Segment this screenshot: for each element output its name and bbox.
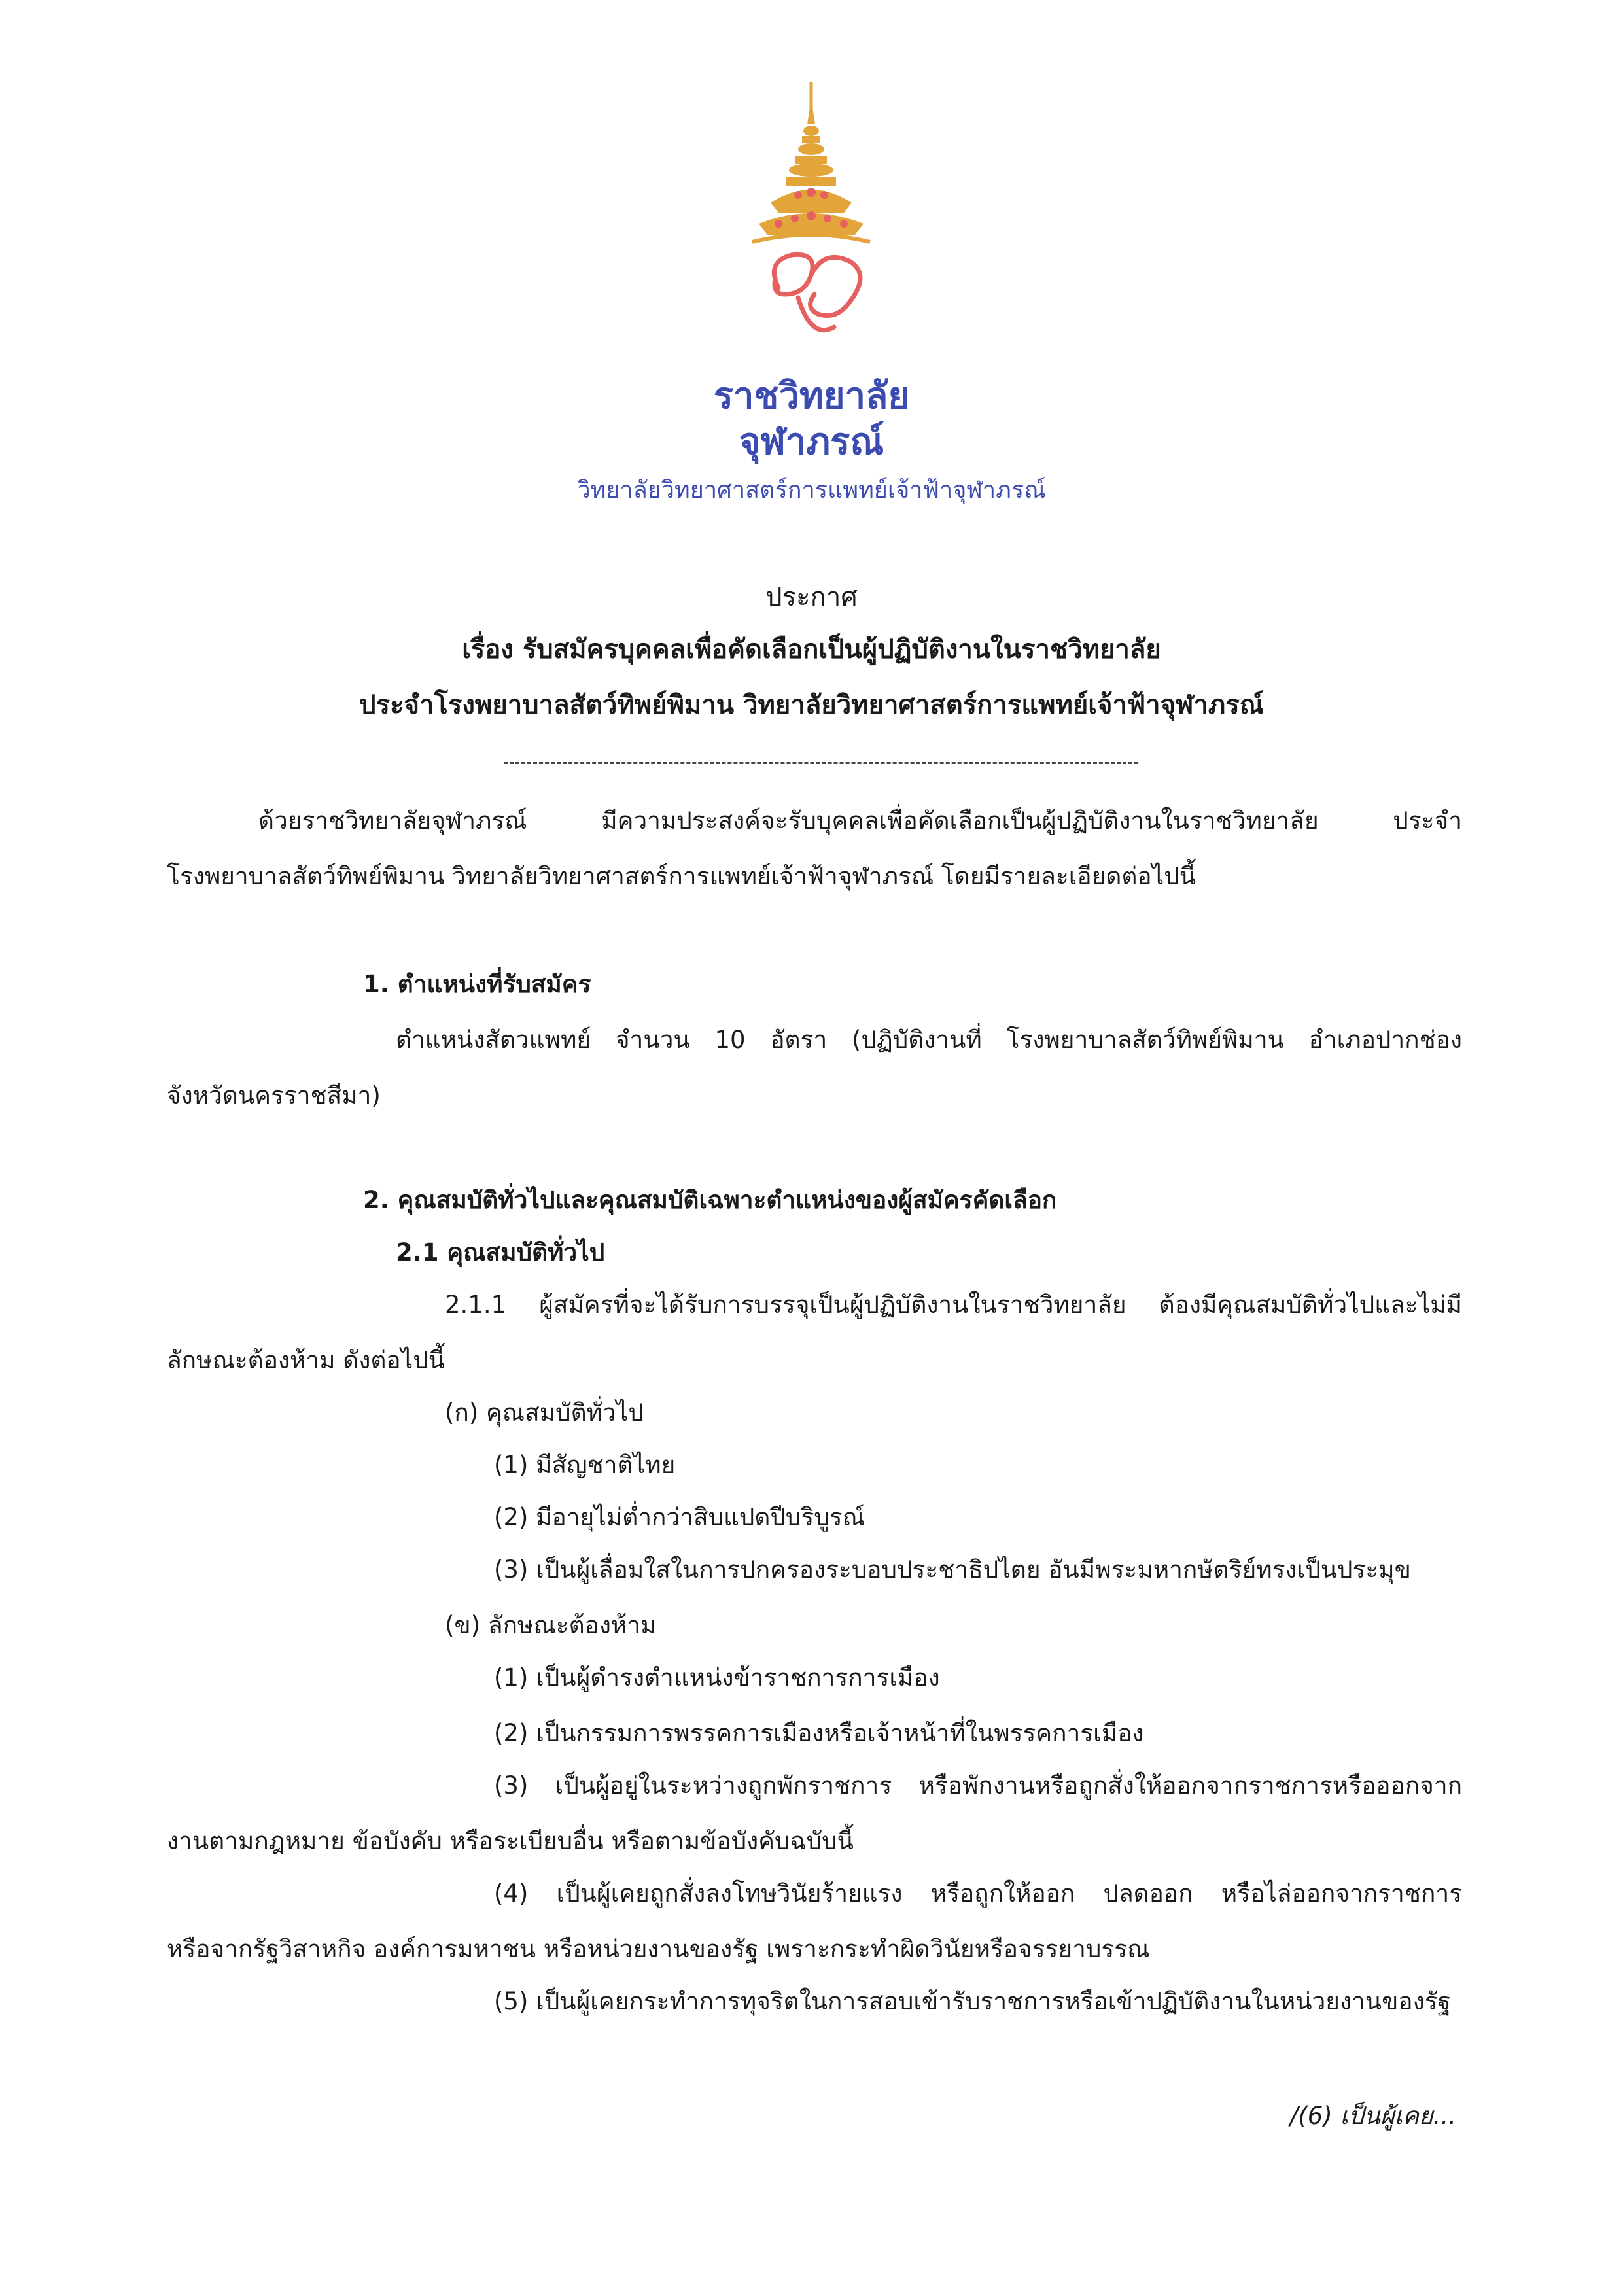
announcement-subject: เรื่อง รับสมัครบุคคลเพื่อคัดเลือกเป็นผู้ปฏิบัติงานในราชวิทยาลัย — [462, 635, 1161, 665]
section1-line2: จังหวัดนครราชสีมา) — [167, 1081, 381, 1109]
ka-item-1: (1) มีสัญชาติไทย — [494, 1451, 676, 1479]
continuation-note: /(6) เป็นผู้เคย... — [1289, 2102, 1456, 2130]
kha-item-4-line2: หรือจากรัฐวิสาหกิจ องค์การมหาชน หรือหน่วยงานของรัฐ เพราะกระทำผิดวินัยหรือจรรยาบรรณ — [167, 1935, 1150, 1963]
section1-line1: ตำแหน่งสัตวแพทย์ จำนวน 10 อัตรา (ปฏิบัติงานที่ โรงพยาบาลสัตว์ทิพย์พิมาน อำเภอปากช่อง — [396, 1026, 1462, 1054]
announcement-label: ประกาศ — [765, 582, 858, 612]
intro-line2: โรงพยาบาลสัตว์ทิพย์พิมาน วิทยาลัยวิทยาศาสตร์การแพทย์เจ้าฟ้าจุฬาภรณ์ โดยมีรายละเอียดต่อไปนี้ — [167, 862, 1196, 890]
ka-heading: (ก) คุณสมบัติทั่วไป — [445, 1399, 644, 1427]
kha-item-2: (2) เป็นกรรมการพรรคการเมืองหรือเจ้าหน้าที่ในพรรคการเมือง — [494, 1719, 1144, 1747]
section1-heading: 1. ตำแหน่งที่รับสมัคร — [363, 970, 591, 998]
kha-item-3-line1: (3) เป็นผู้อยู่ในระหว่างถูกพักราชการ หรือพักงานหรือถูกสั่งให้ออกจากราชการหรือออกจาก — [494, 1771, 1462, 1800]
ka-item-3: (3) เป็นผู้เลื่อมใสในการปกครองระบอบประชาธิปไตย อันมีพระมหากษัตริย์ทรงเป็นประมุข — [494, 1556, 1411, 1584]
logo-text-line1: ราชวิทยาลัย — [713, 375, 910, 417]
intro-line1: ด้วยราชวิทยาลัยจุฬาภรณ์ มีความประสงค์จะรับบุคคลเพื่อคัดเลือกเป็นผู้ปฏิบัติงานในราชวิทยาลัย ประจำ — [258, 807, 1462, 835]
kha-item-3-line2: งานตามกฎหมาย ข้อบังคับ หรือระเบียบอื่น หรือตามข้อบังคับฉบับนี้ — [167, 1827, 854, 1855]
p211-line2: ลักษณะต้องห้าม ดังต่อไปนี้ — [167, 1346, 445, 1374]
kha-heading: (ข) ลักษณะต้องห้าม — [445, 1611, 657, 1639]
kha-item-5: (5) เป็นผู้เคยกระทำการทุจริตในการสอบเข้ารับราชการหรือเข้าปฏิบัติงานในหน่วยงานของรัฐ — [494, 1987, 1451, 2015]
kha-item-1: (1) เป็นผู้ดำรงตำแหน่งข้าราชการการเมือง — [494, 1663, 940, 1692]
title-divider — [504, 762, 1138, 764]
section2-sub-heading: 2.1 คุณสมบัติทั่วไป — [396, 1238, 605, 1266]
announcement-subject-line2: ประจำโรงพยาบาลสัตว์ทิพย์พิมาน วิทยาลัยวิทยาศาสตร์การแพทย์เจ้าฟ้าจุฬาภรณ์ — [359, 690, 1264, 720]
section2-heading: 2. คุณสมบัติทั่วไปและคุณสมบัติเฉพาะตำแหน่งของผู้สมัครคัดเลือก — [363, 1186, 1057, 1214]
logo-text-line2: จุฬาภรณ์ — [739, 421, 884, 463]
kha-item-4-line1: (4) เป็นผู้เคยถูกสั่งลงโทษวินัยร้ายแรง หรือถูกให้ออก ปลดออก หรือไล่ออกจากราชการ — [494, 1879, 1462, 1907]
royal-crest-logo — [739, 78, 883, 353]
institute-name: วิทยาลัยวิทยาศาสตร์การแพทย์เจ้าฟ้าจุฬาภรณ์ — [577, 477, 1046, 504]
p211-line1: 2.1.1 ผู้สมัครที่จะได้รับการบรรจุเป็นผู้ปฏิบัติงานในราชวิทยาลัย ต้องมีคุณสมบัติทั่วไปและไม่มี — [445, 1291, 1462, 1319]
ka-item-2: (2) มีอายุไม่ต่ำกว่าสิบแปดปีบริบูรณ์ — [494, 1503, 865, 1531]
